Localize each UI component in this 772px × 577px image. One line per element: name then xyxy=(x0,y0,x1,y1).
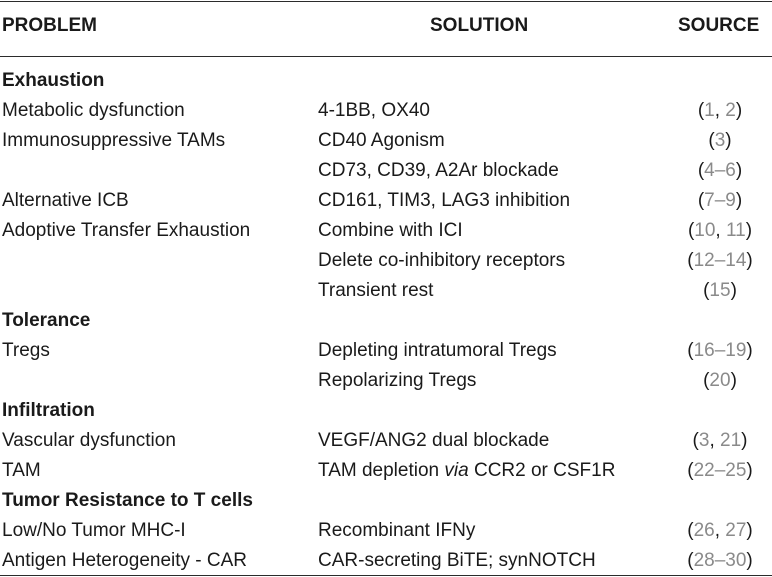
section-title: Tumor Resistance to T cells xyxy=(2,490,253,511)
reference-number[interactable]: 3 xyxy=(714,130,726,151)
section-title: Infiltration xyxy=(2,400,95,421)
table-header xyxy=(0,13,772,43)
bottom-rule xyxy=(0,575,772,576)
table-row xyxy=(0,126,772,156)
table-row xyxy=(0,246,772,276)
header-rule xyxy=(0,56,772,57)
reference-number[interactable]: 28–30 xyxy=(693,550,747,571)
solution-cell: Recombinant IFNy xyxy=(318,520,476,541)
source-cell: (1, 2) xyxy=(697,100,743,121)
source-cell: (16–19) xyxy=(687,340,753,361)
problem-cell: Immunosuppressive TAMs xyxy=(2,130,226,151)
table-row xyxy=(0,456,772,486)
source-cell: (20) xyxy=(703,370,737,391)
reference-number[interactable]: 22–25 xyxy=(693,460,747,481)
header-source: SOURCE xyxy=(678,15,760,36)
reference-number[interactable]: 12–14 xyxy=(693,250,747,271)
source-cell: (4–6) xyxy=(697,160,743,181)
reference-number[interactable]: 3 xyxy=(698,430,710,451)
section-title: Exhaustion xyxy=(2,70,105,91)
reference-number[interactable]: 15 xyxy=(709,280,731,301)
section-row xyxy=(0,66,772,96)
problem-cell: Adoptive Transfer Exhaustion xyxy=(2,220,251,241)
problem-cell: Tregs xyxy=(2,340,50,361)
solution-cell: Transient rest xyxy=(318,280,434,301)
solution-cell: VEGF/ANG2 dual blockade xyxy=(318,430,550,451)
problem-cell: Vascular dysfunction xyxy=(2,430,176,451)
problem-cell: Low/No Tumor MHC-I xyxy=(2,520,186,541)
problem-cell: Metabolic dysfunction xyxy=(2,100,185,121)
table-row xyxy=(0,366,772,396)
table-row xyxy=(0,336,772,366)
reference-number[interactable]: 10 xyxy=(694,220,716,241)
reference-number[interactable]: 26 xyxy=(693,520,715,541)
table-row xyxy=(0,186,772,216)
table-row xyxy=(0,276,772,306)
solution-cell: TAM depletion via CCR2 or CSF1R xyxy=(318,460,616,481)
solution-cell: CD161, TIM3, LAG3 inhibition xyxy=(318,190,571,211)
source-cell: (28–30) xyxy=(687,550,753,571)
source-cell: (3) xyxy=(708,130,732,151)
solution-cell: Delete co-inhibitory receptors xyxy=(318,250,566,271)
reference-number[interactable]: 1 xyxy=(704,100,715,121)
reference-number[interactable]: 21 xyxy=(720,430,742,451)
reference-number[interactable]: 11 xyxy=(725,220,746,241)
source-cell: (22–25) xyxy=(687,460,753,481)
problem-cell: Antigen Heterogeneity - CAR xyxy=(2,550,248,571)
source-cell: (12–14) xyxy=(687,250,753,271)
reference-number[interactable]: 4–6 xyxy=(704,160,736,181)
top-rule xyxy=(0,1,772,2)
problem-cell: Alternative ICB xyxy=(2,190,129,211)
solution-cell: Depleting intratumoral Tregs xyxy=(318,340,557,361)
table-row xyxy=(0,546,772,576)
source-cell: (3, 21) xyxy=(692,430,748,451)
source-cell: (7–9) xyxy=(697,190,743,211)
table-row xyxy=(0,516,772,546)
reference-number[interactable]: 20 xyxy=(709,370,731,391)
source-cell: (26, 27) xyxy=(687,520,753,541)
solution-cell: CD40 Agonism xyxy=(318,130,445,151)
solution-cell: Combine with ICI xyxy=(318,220,463,241)
solution-cell: Repolarizing Tregs xyxy=(318,370,477,391)
reference-number[interactable]: 27 xyxy=(725,520,747,541)
header-problem: PROBLEM xyxy=(2,15,97,36)
section-title: Tolerance xyxy=(2,310,91,331)
solution-cell: CD73, CD39, A2Ar blockade xyxy=(318,160,559,181)
header-solution: SOLUTION xyxy=(430,15,529,36)
section-row xyxy=(0,396,772,426)
table-row xyxy=(0,216,772,246)
solution-cell: 4-1BB, OX40 xyxy=(318,100,430,121)
section-row xyxy=(0,486,772,516)
reference-number[interactable]: 7–9 xyxy=(704,190,736,211)
source-cell: (15) xyxy=(703,280,737,301)
problem-cell: TAM xyxy=(2,460,41,481)
table-row xyxy=(0,426,772,456)
solution-cell: CAR-secreting BiTE; synNOTCH xyxy=(318,550,596,571)
section-row xyxy=(0,306,772,336)
table-body xyxy=(0,66,772,576)
source-cell: (10, 11) xyxy=(687,220,753,241)
italic-word: via xyxy=(444,460,469,481)
table-row xyxy=(0,96,772,126)
reference-number[interactable]: 2 xyxy=(725,100,736,121)
reference-number[interactable]: 16–19 xyxy=(693,340,747,361)
table-row xyxy=(0,156,772,186)
